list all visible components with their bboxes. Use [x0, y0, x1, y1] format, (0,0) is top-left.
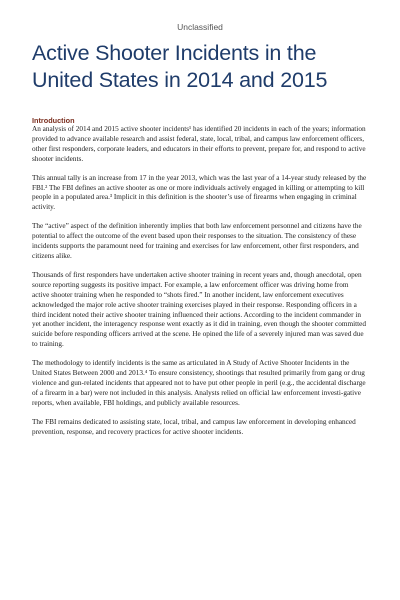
paragraph: Thousands of first responders have undertaken active shooter training in recent years and, though anecdotal, open source reporting suggests its positive impact. For example, a law enforcement officer was driving home from active shooter training when he responded to “shots fired.” In another incident, law enforcement executives acknowledged the major role active shooter training exercises played in their response. Responding officers in a third incident noted their active shooter training influenced their actions. According to the incident commander in yet another incident, the interagency response went exactly as it did in training, even though the shooter committed suicide before responding officers arrived at the scene. He opined the life of a severely injured man was saved due to training.: [32, 270, 367, 349]
paragraph: The methodology to identify incidents is the same as articulated in A Study of Active Shooter Incidents in the United States Between 2000 and 2013.⁴ To ensure consistency, shootings that resulted primarily from gang or drug violence and gun-related incidents that appeared not to have put other people in peril (e.g., the accidental discharge of a firearm in a bar) were not included in this analysis. Analysts relied on official law enforcement investi-gative reports, when available, FBI holdings, and publicly available resources.: [32, 359, 366, 407]
document-body: [32, 116, 367, 446]
paragraph: The FBI remains dedicated to assisting state, local, tribal, and campus law enforcement in developing enhanced prevention, response, and recovery practices for active shooter incidents.: [32, 417, 356, 436]
paragraph: The “active” aspect of the definition inherently implies that both law enforcement personnel and citizens have the potential to affect the outcome of the event based upon their responses to the situation. The consistency of these incidents supports the paramount need for training and exercises for law enforcement, other first responders, and citizens alike.: [32, 222, 362, 260]
document-title: Active Shooter Incidents in the United States in 2014 and 2015: [32, 41, 328, 92]
section-heading-introduction: Introduction: [32, 116, 75, 125]
paragraph: This annual tally is an increase from 17 in the year 2013, which was the last year of a 14-year study released by the FBI.² The FBI defines an active shooter as one or more individuals actively engaged in killing or attempting to kill people in a populated area.³ Implicit in this definition is the shooter’s use of firearms when engaging in criminal activity.: [32, 173, 367, 212]
paragraph: An analysis of 2014 and 2015 active shooter incidents¹ has identified 20 incidents in each of the years; information provided to advance available research and assist federal, state, local, tribal, and campus law enforcement officers, other first responders, corporate leaders, and educators in their efforts to prevent, prepare for, and respond to active shooter incidents.: [32, 125, 366, 163]
classification-label: Unclassified: [177, 22, 223, 32]
